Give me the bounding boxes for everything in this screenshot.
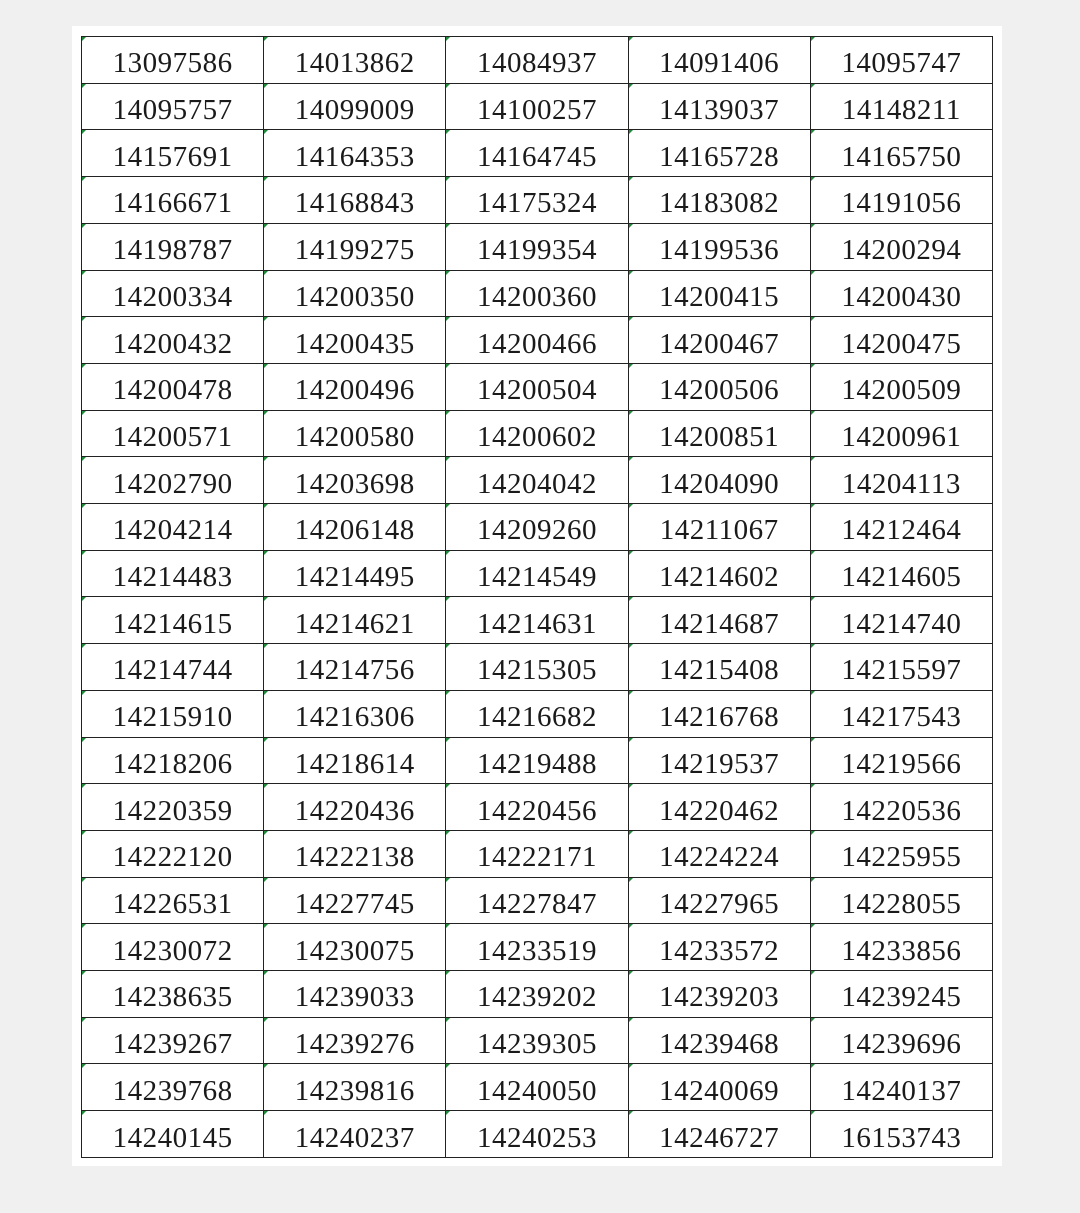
cell-value: 14214631 bbox=[476, 607, 597, 640]
table-cell bbox=[82, 130, 264, 177]
cell-value: 14240237 bbox=[294, 1121, 415, 1154]
cell-value: 14200415 bbox=[659, 280, 780, 313]
table-cell bbox=[82, 877, 264, 924]
table-cell bbox=[264, 690, 446, 737]
cell-value: 14200334 bbox=[112, 280, 233, 313]
cell-value: 14214687 bbox=[659, 607, 780, 640]
table-cell bbox=[82, 1017, 264, 1064]
table-cell bbox=[810, 130, 992, 177]
cell-value: 14013862 bbox=[294, 47, 415, 80]
table-cell bbox=[810, 504, 992, 551]
table-cell bbox=[446, 130, 628, 177]
cell-value: 14240253 bbox=[476, 1121, 597, 1154]
cell-value: 14230072 bbox=[112, 934, 233, 967]
table-cell bbox=[446, 1064, 628, 1111]
table-cell bbox=[628, 830, 810, 877]
table-cell bbox=[628, 644, 810, 691]
cell-value: 14214605 bbox=[841, 561, 962, 594]
cell-value: 14214621 bbox=[294, 607, 415, 640]
table-cell bbox=[82, 317, 264, 364]
table-row bbox=[82, 1017, 993, 1064]
table-cell bbox=[810, 784, 992, 831]
table-row bbox=[82, 457, 993, 504]
table-cell bbox=[810, 737, 992, 784]
cell-value: 13097586 bbox=[112, 47, 233, 80]
cell-value: 14200506 bbox=[659, 374, 780, 407]
cell-value: 14206148 bbox=[294, 514, 415, 547]
cell-value: 14233856 bbox=[841, 934, 962, 967]
table-cell bbox=[628, 317, 810, 364]
table-row bbox=[82, 177, 993, 224]
cell-value: 14222120 bbox=[112, 841, 233, 874]
cell-value: 14200496 bbox=[294, 374, 415, 407]
table-cell bbox=[82, 550, 264, 597]
table-cell bbox=[446, 550, 628, 597]
table-cell bbox=[810, 37, 992, 84]
table-row bbox=[82, 877, 993, 924]
cell-value: 14183082 bbox=[659, 187, 780, 220]
cell-value: 14225955 bbox=[841, 841, 962, 874]
table-cell bbox=[446, 690, 628, 737]
table-cell bbox=[810, 83, 992, 130]
cell-value: 14219488 bbox=[476, 747, 597, 780]
cell-value: 14200432 bbox=[112, 327, 233, 360]
table-cell bbox=[446, 830, 628, 877]
cell-value: 14224224 bbox=[659, 841, 780, 874]
table-row bbox=[82, 83, 993, 130]
cell-value: 14148211 bbox=[841, 94, 961, 127]
cell-value: 14091406 bbox=[659, 47, 780, 80]
cell-value: 14200509 bbox=[841, 374, 962, 407]
cell-value: 14165728 bbox=[659, 140, 780, 173]
table-cell bbox=[446, 410, 628, 457]
cell-value: 14233572 bbox=[659, 934, 780, 967]
table-row bbox=[82, 37, 993, 84]
cell-value: 14220359 bbox=[112, 794, 233, 827]
table-cell bbox=[810, 644, 992, 691]
table-cell bbox=[628, 363, 810, 410]
table-cell bbox=[446, 457, 628, 504]
cell-value: 14157691 bbox=[112, 140, 233, 173]
table-cell bbox=[82, 177, 264, 224]
table-cell bbox=[264, 37, 446, 84]
table-row bbox=[82, 223, 993, 270]
cell-value: 14099009 bbox=[294, 94, 415, 127]
cell-value: 14240137 bbox=[841, 1074, 962, 1107]
cell-value: 14199354 bbox=[476, 234, 597, 267]
cell-value: 14240145 bbox=[112, 1121, 233, 1154]
table-cell bbox=[82, 270, 264, 317]
table-row bbox=[82, 924, 993, 971]
cell-value: 14212464 bbox=[841, 514, 962, 547]
cell-value: 14228055 bbox=[841, 888, 962, 920]
cell-value: 14240050 bbox=[476, 1074, 597, 1107]
table-cell bbox=[446, 177, 628, 224]
cell-value: 14214495 bbox=[294, 561, 415, 594]
cell-value: 14215305 bbox=[476, 654, 597, 687]
table-cell bbox=[628, 130, 810, 177]
table-cell bbox=[628, 550, 810, 597]
table-cell bbox=[446, 877, 628, 924]
cell-value: 14219537 bbox=[659, 747, 780, 780]
cell-value: 14233519 bbox=[476, 934, 597, 967]
table-cell bbox=[810, 924, 992, 971]
table-cell bbox=[628, 690, 810, 737]
cell-value: 14200571 bbox=[112, 420, 233, 453]
table-cell bbox=[264, 177, 446, 224]
cell-value: 14214483 bbox=[112, 561, 233, 594]
cell-value: 14199275 bbox=[294, 234, 415, 267]
table-cell bbox=[446, 317, 628, 364]
cell-value: 14200478 bbox=[112, 374, 233, 407]
table-cell bbox=[264, 644, 446, 691]
cell-value: 14214744 bbox=[112, 654, 233, 687]
cell-value: 14239245 bbox=[841, 981, 962, 1014]
table-cell bbox=[264, 877, 446, 924]
cell-value: 14214602 bbox=[659, 561, 780, 594]
cell-value: 14203698 bbox=[294, 467, 415, 500]
table-cell bbox=[82, 1111, 264, 1158]
table-cell bbox=[628, 410, 810, 457]
cell-value: 14227745 bbox=[294, 888, 415, 920]
table-row bbox=[82, 830, 993, 877]
table-cell bbox=[810, 1017, 992, 1064]
table-cell bbox=[82, 504, 264, 551]
cell-value: 14200360 bbox=[476, 280, 597, 313]
cell-value: 14239202 bbox=[476, 981, 597, 1014]
table-cell bbox=[264, 1017, 446, 1064]
cell-value: 14199536 bbox=[659, 234, 780, 267]
cell-value: 14230075 bbox=[294, 934, 415, 967]
cell-value: 14214615 bbox=[112, 607, 233, 640]
cell-value: 14204113 bbox=[841, 467, 961, 500]
table-cell bbox=[446, 737, 628, 784]
table-cell bbox=[264, 270, 446, 317]
cell-value: 14239203 bbox=[659, 981, 780, 1014]
table-cell bbox=[810, 1111, 992, 1158]
table-cell bbox=[82, 1064, 264, 1111]
table-cell bbox=[446, 37, 628, 84]
table-cell bbox=[82, 597, 264, 644]
cell-value: 14215910 bbox=[112, 701, 233, 734]
cell-value: 14218206 bbox=[112, 747, 233, 780]
cell-value: 14200435 bbox=[294, 327, 415, 360]
table-row bbox=[82, 270, 993, 317]
table-cell bbox=[446, 223, 628, 270]
table-cell bbox=[264, 550, 446, 597]
table-cell bbox=[264, 737, 446, 784]
table-cell bbox=[810, 270, 992, 317]
cell-value: 14239267 bbox=[112, 1028, 233, 1061]
table-row bbox=[82, 410, 993, 457]
table-cell bbox=[628, 457, 810, 504]
table-cell bbox=[810, 877, 992, 924]
table-row bbox=[82, 317, 993, 364]
table-cell bbox=[810, 597, 992, 644]
table-cell bbox=[264, 130, 446, 177]
cell-value: 14246727 bbox=[659, 1121, 780, 1154]
number-table-body bbox=[82, 37, 993, 1158]
table-row bbox=[82, 1064, 993, 1111]
table-cell bbox=[628, 270, 810, 317]
cell-value: 14217543 bbox=[841, 701, 962, 734]
cell-value: 14239468 bbox=[659, 1028, 780, 1061]
table-cell bbox=[82, 363, 264, 410]
cell-value: 14214549 bbox=[476, 561, 597, 594]
table-cell bbox=[82, 223, 264, 270]
table-row bbox=[82, 737, 993, 784]
cell-value: 14226531 bbox=[112, 888, 233, 920]
table-cell bbox=[264, 317, 446, 364]
table-cell bbox=[82, 830, 264, 877]
table-row bbox=[82, 130, 993, 177]
table-cell bbox=[82, 83, 264, 130]
table-row bbox=[82, 550, 993, 597]
table-cell bbox=[446, 270, 628, 317]
cell-value: 14175324 bbox=[476, 187, 597, 220]
cell-value: 14214740 bbox=[841, 607, 962, 640]
table-cell bbox=[628, 83, 810, 130]
table-cell bbox=[264, 597, 446, 644]
table-cell bbox=[810, 830, 992, 877]
cell-value: 14198787 bbox=[112, 234, 233, 267]
table-row bbox=[82, 363, 993, 410]
table-cell bbox=[264, 971, 446, 1018]
cell-value: 14209260 bbox=[476, 514, 597, 547]
table-row bbox=[82, 971, 993, 1018]
table-cell bbox=[810, 410, 992, 457]
cell-value: 14095747 bbox=[841, 47, 962, 80]
cell-value: 14240069 bbox=[659, 1074, 780, 1107]
table-cell bbox=[446, 1017, 628, 1064]
table-cell bbox=[446, 644, 628, 691]
cell-value: 14214756 bbox=[294, 654, 415, 687]
table-row bbox=[82, 597, 993, 644]
cell-value: 14204214 bbox=[112, 514, 233, 547]
cell-value: 14211067 bbox=[659, 514, 779, 547]
table-cell bbox=[264, 830, 446, 877]
table-cell bbox=[628, 1111, 810, 1158]
cell-value: 14218614 bbox=[294, 747, 415, 780]
cell-value: 14164353 bbox=[294, 140, 415, 173]
table-cell bbox=[82, 457, 264, 504]
cell-value: 14191056 bbox=[841, 187, 962, 220]
cell-value: 16153743 bbox=[841, 1121, 962, 1154]
table-cell bbox=[446, 784, 628, 831]
cell-value: 14222171 bbox=[476, 841, 597, 874]
table-cell bbox=[264, 410, 446, 457]
cell-value: 14200294 bbox=[841, 234, 962, 267]
cell-value: 14166671 bbox=[112, 187, 233, 220]
cell-value: 14084937 bbox=[476, 47, 597, 80]
table-cell bbox=[810, 177, 992, 224]
table-cell bbox=[446, 971, 628, 1018]
cell-value: 14239305 bbox=[476, 1028, 597, 1061]
table-cell bbox=[82, 410, 264, 457]
table-cell bbox=[264, 363, 446, 410]
table-cell bbox=[446, 83, 628, 130]
table-cell bbox=[628, 37, 810, 84]
table-cell bbox=[264, 1064, 446, 1111]
table-cell bbox=[810, 550, 992, 597]
cell-value: 14215597 bbox=[841, 654, 962, 687]
cell-value: 14200466 bbox=[476, 327, 597, 360]
cell-value: 14238635 bbox=[112, 981, 233, 1014]
table-cell bbox=[264, 784, 446, 831]
table-cell bbox=[264, 223, 446, 270]
table-cell bbox=[628, 924, 810, 971]
table-cell bbox=[810, 317, 992, 364]
cell-value: 14139037 bbox=[659, 94, 780, 127]
cell-value: 14227847 bbox=[476, 888, 597, 920]
cell-value: 14222138 bbox=[294, 841, 415, 874]
cell-value: 14216306 bbox=[294, 701, 415, 734]
table-row bbox=[82, 644, 993, 691]
table-cell bbox=[628, 737, 810, 784]
table-cell bbox=[446, 924, 628, 971]
table-cell bbox=[82, 971, 264, 1018]
cell-value: 14165750 bbox=[841, 140, 962, 173]
table-cell bbox=[810, 457, 992, 504]
cell-value: 14239696 bbox=[841, 1028, 962, 1061]
table-cell bbox=[628, 223, 810, 270]
cell-value: 14200350 bbox=[294, 280, 415, 313]
table-cell bbox=[264, 457, 446, 504]
cell-value: 14227965 bbox=[659, 888, 780, 920]
table-cell bbox=[264, 924, 446, 971]
cell-value: 14095757 bbox=[112, 94, 233, 127]
cell-value: 14204042 bbox=[476, 467, 597, 500]
cell-value: 14168843 bbox=[294, 187, 415, 220]
cell-value: 14239033 bbox=[294, 981, 415, 1014]
table-cell bbox=[264, 83, 446, 130]
cell-value: 14220536 bbox=[841, 794, 962, 827]
table-cell bbox=[628, 1017, 810, 1064]
cell-value: 14200580 bbox=[294, 420, 415, 453]
table-cell bbox=[810, 971, 992, 1018]
cell-value: 14220462 bbox=[659, 794, 780, 827]
table-cell bbox=[628, 177, 810, 224]
table-cell bbox=[628, 784, 810, 831]
table-cell bbox=[446, 597, 628, 644]
cell-value: 14219566 bbox=[841, 747, 962, 780]
cell-value: 14216768 bbox=[659, 701, 780, 734]
table-cell bbox=[446, 363, 628, 410]
table-row bbox=[82, 504, 993, 551]
table-cell bbox=[446, 504, 628, 551]
table-cell bbox=[82, 644, 264, 691]
table-row bbox=[82, 690, 993, 737]
cell-value: 14220436 bbox=[294, 794, 415, 827]
cell-value: 14215408 bbox=[659, 654, 780, 687]
table-cell bbox=[82, 737, 264, 784]
cell-value: 14164745 bbox=[476, 140, 597, 173]
table-cell bbox=[628, 597, 810, 644]
cell-value: 14200504 bbox=[476, 374, 597, 407]
table-cell bbox=[82, 784, 264, 831]
table-row bbox=[82, 1111, 993, 1158]
cell-value: 14202790 bbox=[112, 467, 233, 500]
table-cell bbox=[628, 1064, 810, 1111]
table-cell bbox=[82, 37, 264, 84]
table-cell bbox=[628, 971, 810, 1018]
table-cell bbox=[810, 223, 992, 270]
cell-value: 14220456 bbox=[476, 794, 597, 827]
table-cell bbox=[628, 504, 810, 551]
cell-value: 14200430 bbox=[841, 280, 962, 313]
table-cell bbox=[628, 877, 810, 924]
cell-value: 14239768 bbox=[112, 1074, 233, 1107]
table-cell bbox=[810, 1064, 992, 1111]
cell-value: 14200467 bbox=[659, 327, 780, 360]
table-cell bbox=[264, 504, 446, 551]
cell-value: 14204090 bbox=[659, 467, 780, 500]
table-cell bbox=[810, 363, 992, 410]
cell-value: 14200851 bbox=[659, 420, 780, 453]
cell-value: 14239276 bbox=[294, 1028, 415, 1061]
cell-value: 14239816 bbox=[294, 1074, 415, 1107]
table-cell bbox=[82, 924, 264, 971]
cell-value: 14200602 bbox=[476, 420, 597, 453]
table-row bbox=[82, 784, 993, 831]
cell-value: 14200475 bbox=[841, 327, 962, 360]
number-table bbox=[81, 36, 993, 1158]
cell-value: 14216682 bbox=[476, 701, 597, 734]
table-cell bbox=[82, 690, 264, 737]
table-cell bbox=[446, 1111, 628, 1158]
cell-value: 14100257 bbox=[476, 94, 597, 127]
cell-value: 14200961 bbox=[841, 420, 962, 453]
table-cell bbox=[810, 690, 992, 737]
table-cell bbox=[264, 1111, 446, 1158]
